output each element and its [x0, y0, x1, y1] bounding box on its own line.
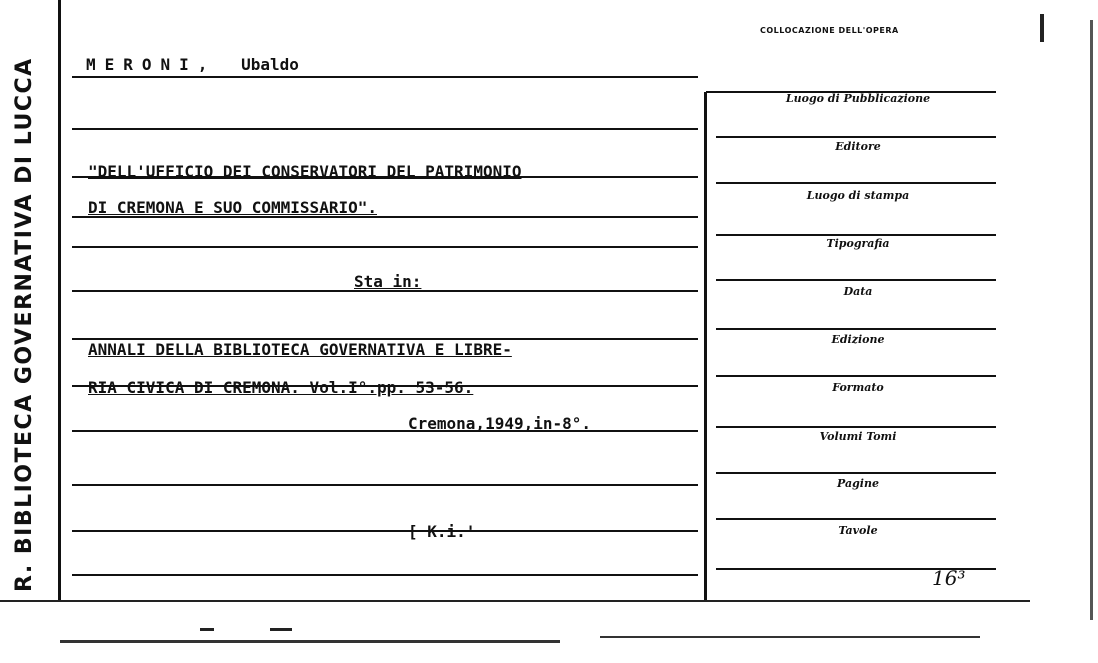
ruled-line [72, 574, 698, 576]
field-rule [716, 279, 996, 281]
scan-edge-line [60, 640, 560, 643]
title-line-2: DI CREMONA E SUO COMMISSARIO". [88, 198, 377, 217]
field-label: Tipografia [826, 237, 890, 250]
call-number: 16³ [932, 566, 966, 590]
source-line-2: RIA CIVICA DI CREMONA. Vol.I°.pp. 53-56. [88, 378, 474, 397]
author-firstname: Ubaldo [241, 55, 299, 74]
field-rule [716, 182, 996, 184]
field-rule [716, 234, 996, 236]
field-rule [716, 375, 996, 377]
place-date: Cremona,1949,in-8°. [408, 414, 592, 433]
field-label: Luogo di Pubblicazione [785, 92, 931, 105]
field-rule [716, 328, 996, 330]
field-label: Pagine [837, 477, 879, 490]
scan-speck [200, 628, 214, 631]
field-label: Data [843, 285, 873, 298]
field-rule [716, 472, 996, 474]
field-rule [716, 518, 996, 520]
ruled-line [72, 484, 698, 486]
author-surname: MERONI [86, 55, 198, 74]
field-rule [716, 136, 996, 138]
bottom-border-rule [0, 600, 1030, 602]
card-note: [ K.i.' [408, 522, 476, 541]
collocazione-header: COLLOCAZIONE DELL'OPERA [760, 26, 899, 35]
scan-speck [1040, 14, 1044, 42]
source-line-1: ANNALI DELLA BIBLIOTECA GOVERNATIVA E LIBRE- [88, 340, 512, 359]
ruled-line [72, 128, 698, 130]
scan-edge-line [600, 636, 980, 638]
field-label: Editore [835, 140, 881, 153]
field-label: Edizione [831, 333, 885, 346]
field-label: Tavole [838, 524, 878, 537]
author-line [86, 55, 299, 74]
ruled-line [72, 76, 698, 78]
ruled-line [72, 430, 698, 432]
library-name: R. BIBLIOTECA GOVERNATIVA DI LUCCA [12, 57, 37, 592]
scan-edge-right [1090, 20, 1093, 620]
panel-divider [704, 92, 707, 602]
title-line-1: "DELL'UFFICIO DEI CONSERVATORI DEL PATRIMONIO [88, 162, 522, 181]
ruled-line [72, 246, 698, 248]
library-stripe [0, 0, 62, 600]
field-label: Formato [832, 381, 884, 394]
left-border-rule [58, 0, 61, 600]
ruled-line [72, 530, 698, 532]
field-rule [716, 426, 996, 428]
scan-speck [270, 628, 292, 631]
field-label: Volumi Tomi [819, 430, 897, 443]
sta-in-label: Sta in: [354, 272, 422, 291]
author-separator: , [197, 55, 208, 74]
field-label: Luogo di stampa [806, 189, 910, 202]
